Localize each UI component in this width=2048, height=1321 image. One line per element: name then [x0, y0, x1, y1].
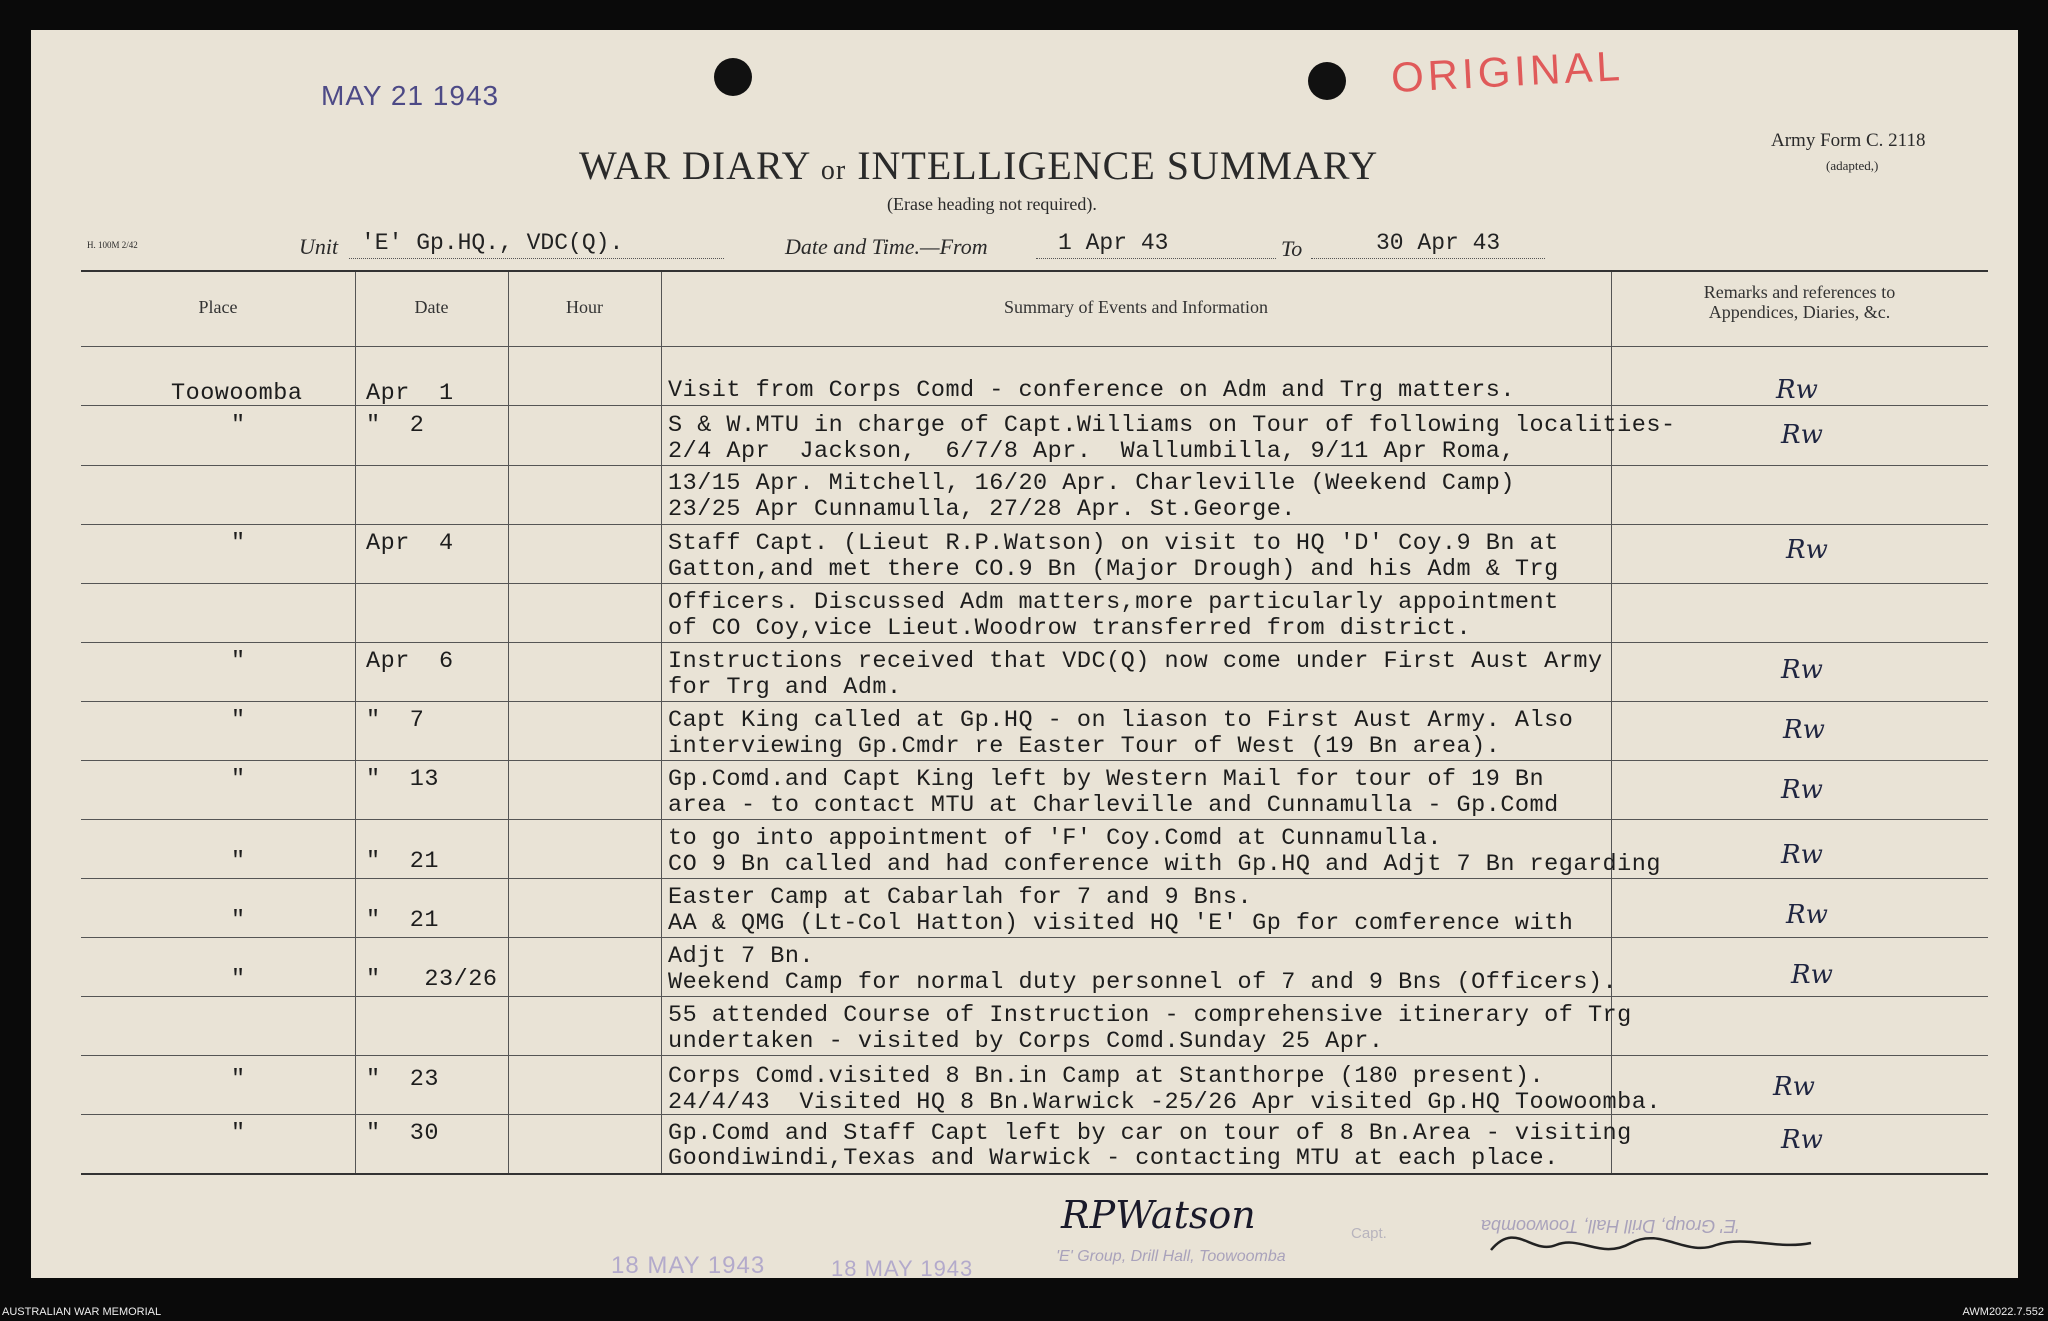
entry-place: ": [231, 530, 246, 557]
col-divider-summary: [1611, 272, 1612, 1173]
entry-summary-line: Staff Capt. (Lieut R.P.Watson) on visit to HQ 'D' Coy.9 Bn at: [668, 530, 1559, 557]
entry-place: ": [231, 412, 246, 439]
entry-summary-line: of CO Coy,vice Lieut.Woodrow transferred from district.: [668, 615, 1472, 642]
table-bottom-rule: [81, 1173, 1988, 1175]
entry-summary-line: Officers. Discussed Adm matters,more particularly appointment: [668, 589, 1559, 616]
title-or: or: [820, 155, 847, 186]
col-header-date: Date: [414, 297, 449, 317]
col-divider-date: [508, 272, 509, 1173]
col-header-place: Place: [198, 297, 238, 317]
entry-initials: Rw: [1781, 655, 1823, 685]
table-top-rule: [81, 270, 1988, 272]
entry-place: Toowoomba: [171, 380, 303, 407]
row-rule: [81, 937, 1988, 938]
punch-hole-right: [1308, 62, 1346, 100]
footer-accession-number: AWM2022.7.552: [1962, 1306, 2044, 1318]
footer-archive-name: AUSTRALIAN WAR MEMORIAL: [2, 1306, 162, 1318]
entry-date: Apr 4: [366, 530, 454, 557]
entry-date: " 30: [366, 1120, 440, 1147]
to-label: To: [1281, 236, 1303, 261]
entry-summary-line: Capt King called at Gp.HQ - on liason to First Aust Army. Also: [668, 707, 1574, 734]
entry-summary-line: Gp.Comd and Staff Capt left by car on tour of 8 Bn.Area - visiting: [668, 1120, 1632, 1147]
row-rule: [81, 642, 1988, 643]
form-title: [579, 142, 1378, 189]
row-rule: [81, 996, 1988, 997]
army-form-number: Army Form C. 2118: [1771, 130, 1926, 151]
army-form-adapted: (adapted,): [1826, 158, 1879, 173]
scribble-mark: [1486, 1215, 1816, 1265]
entry-place: ": [231, 707, 246, 734]
to-value: 30 Apr 43: [1376, 230, 1501, 256]
received-date-stamp: MAY 21 1943: [321, 80, 500, 111]
col-divider-hour: [661, 272, 662, 1173]
group-stamp: 'E' Group, Drill Hall, Toowoomba: [1056, 1248, 1286, 1265]
unit-label: Unit: [299, 234, 339, 259]
to-underline: [1311, 258, 1545, 259]
col-header-hour: Hour: [566, 297, 603, 317]
entry-summary-line: Corps Comd.visited 8 Bn.in Camp at Stanthorpe (180 present).: [668, 1063, 1545, 1090]
entry-date: " 23: [366, 1066, 440, 1093]
from-underline: [1036, 258, 1276, 259]
entry-date: " 13: [366, 766, 440, 793]
entry-place: ": [231, 907, 246, 934]
entry-place: ": [231, 1066, 246, 1093]
title-war-diary: WAR DIARY: [579, 143, 810, 188]
entry-initials: Rw: [1773, 1072, 1815, 1102]
entry-summary-line: to go into appointment of 'F' Coy.Comd at Cunnamulla.: [668, 825, 1442, 852]
date-time-label: Date and Time.—From: [785, 234, 988, 259]
from-value: 1 Apr 43: [1058, 230, 1169, 256]
entry-summary-line: Weekend Camp for normal duty personnel of 7 and 9 Bns (Officers).: [668, 969, 1618, 996]
entry-initials: Rw: [1786, 900, 1828, 930]
entry-initials: Rw: [1776, 375, 1818, 405]
row-rule: [81, 1055, 1988, 1056]
entry-initials: Rw: [1781, 840, 1823, 870]
unit-underline: [349, 258, 724, 259]
table-header-rule: [81, 346, 1988, 347]
entry-summary-line: Visit from Corps Comd - conference on Adm and Trg matters.: [668, 377, 1515, 404]
title-intelligence-summary: INTELLIGENCE SUMMARY: [857, 143, 1379, 188]
entry-summary-line: area - to contact MTU at Charleville and Cunnamulla - Gp.Comd: [668, 792, 1559, 819]
row-rule: [81, 465, 1988, 466]
bottom-date-stamp-1: 18 MAY 1943: [611, 1252, 766, 1278]
entry-place: ": [231, 648, 246, 675]
entry-initials: Rw: [1781, 420, 1823, 450]
form-code: H. 100M 2/42: [87, 240, 138, 250]
entry-initials: Rw: [1783, 715, 1825, 745]
unit-value: 'E' Gp.HQ., VDC(Q).: [361, 230, 624, 256]
row-rule: [81, 819, 1988, 820]
bottom-date-stamp-2: 18 MAY 1943: [831, 1256, 974, 1278]
entry-summary-line: 2/4 Apr Jackson, 6/7/8 Apr. Wallumbilla, 9/11 Apr Roma,: [668, 438, 1515, 465]
entry-summary-line: 55 attended Course of Instruction - comprehensive itinerary of Trg: [668, 1002, 1632, 1029]
entry-date: " 21: [366, 848, 440, 875]
form-subtitle: (Erase heading not required).: [887, 194, 1097, 214]
entry-place: ": [231, 966, 246, 993]
entry-summary-line: AA & QMG (Lt-Col Hatton) visited HQ 'E' Gp for comference with: [668, 910, 1574, 937]
entry-summary-line: Gatton,and met there CO.9 Bn (Major Drough) and his Adm & Trg: [668, 556, 1559, 583]
entry-summary-line: Easter Camp at Cabarlah for 7 and 9 Bns.: [668, 884, 1253, 911]
entry-place: ": [231, 848, 246, 875]
col-header-remarks-2: Appendices, Diaries, &c.: [1708, 302, 1891, 322]
entry-date: Apr 6: [366, 648, 454, 675]
entry-summary-line: for Trg and Adm.: [668, 674, 902, 701]
entry-place: ": [231, 766, 246, 793]
entry-date: " 2: [366, 412, 425, 439]
col-header-remarks-1: Remarks and references to: [1703, 282, 1896, 302]
entry-date: " 7: [366, 707, 425, 734]
entry-date: " 21: [366, 907, 440, 934]
entry-summary-line: 23/25 Apr Cunnamulla, 27/28 Apr. St.George.: [668, 496, 1296, 523]
signature: RPWatson: [1061, 1193, 1256, 1237]
entry-initials: Rw: [1791, 960, 1833, 990]
entry-summary-line: Goondiwindi,Texas and Warwick - contacting MTU at each place.: [668, 1145, 1559, 1172]
row-rule: [81, 878, 1988, 879]
col-header-summary: Summary of Events and Information: [1004, 297, 1268, 317]
row-rule: [81, 524, 1988, 525]
entry-summary-line: interviewing Gp.Cmdr re Easter Tour of West (19 Bn area).: [668, 733, 1501, 760]
entry-summary-line: Gp.Comd.and Capt King left by Western Mail for tour of 19 Bn: [668, 766, 1545, 793]
entry-initials: Rw: [1781, 1125, 1823, 1155]
row-rule: [81, 760, 1988, 761]
entry-summary-line: CO 9 Bn called and had conference with Gp.HQ and Adjt 7 Bn regarding: [668, 851, 1661, 878]
entry-date: " 23/26: [366, 966, 498, 993]
entry-initials: Rw: [1786, 535, 1828, 565]
entry-summary-line: Instructions received that VDC(Q) now come under First Aust Army: [668, 648, 1603, 675]
entry-summary-line: S & W.MTU in charge of Capt.Williams on Tour of following localities-: [668, 412, 1676, 439]
diary-sheet: [31, 30, 2018, 1278]
entry-place: ": [231, 1120, 246, 1147]
signature-rank: Capt.: [1351, 1225, 1387, 1242]
entry-date: Apr 1: [366, 380, 454, 407]
entry-summary-line: Adjt 7 Bn.: [668, 943, 815, 970]
original-stamp: ORIGINAL: [1389, 41, 1625, 102]
entry-initials: Rw: [1781, 775, 1823, 805]
entry-summary-line: 13/15 Apr. Mitchell, 16/20 Apr. Charleville (Weekend Camp): [668, 470, 1515, 497]
punch-hole-left: [714, 58, 752, 96]
mirrored-group-stamp: 'E' Group, Drill Hall, Toowoomba: [1481, 1216, 1740, 1236]
col-divider-place: [355, 272, 356, 1173]
row-rule: [81, 701, 1988, 702]
entry-summary-line: undertaken - visited by Corps Comd.Sunday 25 Apr.: [668, 1028, 1384, 1055]
row-rule: [81, 583, 1988, 584]
entry-summary-line: 24/4/43 Visited HQ 8 Bn.Warwick -25/26 Apr visited Gp.HQ Toowoomba.: [668, 1089, 1661, 1116]
